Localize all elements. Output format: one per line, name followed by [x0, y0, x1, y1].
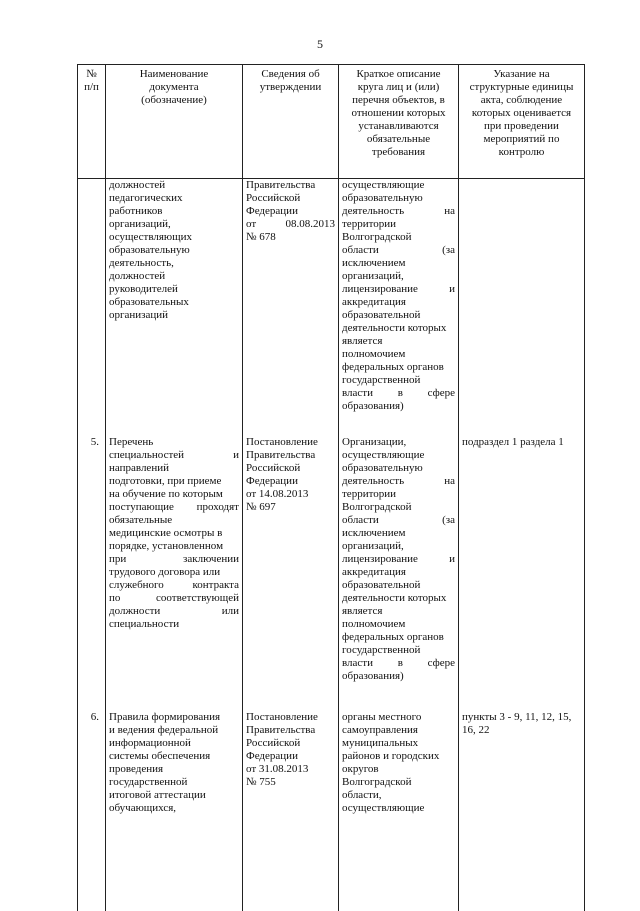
text-line: направлений: [109, 462, 169, 474]
text-line: обязательные: [366, 133, 431, 145]
text-line: осуществляющие: [342, 449, 425, 461]
row-document-name: [106, 711, 243, 911]
text-line: Российской: [246, 462, 301, 474]
text-line: системы обеспечения: [109, 750, 211, 762]
text-line: специальности: [109, 618, 180, 630]
row-scope: [339, 711, 459, 911]
text-line: № 697: [246, 501, 276, 513]
text-line: государственной: [342, 644, 421, 656]
text-line: самоуправления: [342, 724, 418, 736]
text-line: Волгоградской: [342, 231, 412, 243]
text-line: порядке, установленном: [109, 540, 224, 552]
row-approval: [243, 436, 339, 711]
text-line: территории: [342, 488, 397, 500]
text-line: Федерации: [246, 205, 298, 217]
text-line: полномочием: [342, 348, 406, 360]
text-line: области,: [342, 789, 382, 801]
text-line: округов: [342, 763, 379, 775]
page-number: 5: [317, 37, 323, 51]
text-line: образования): [342, 400, 404, 412]
table-header-row: [78, 65, 585, 179]
text-line: при заключении: [109, 553, 239, 565]
header-approval-info: [243, 65, 339, 179]
header-scope-description: [339, 65, 459, 179]
text-line: специальностей и: [109, 449, 239, 461]
text-line: Правительства: [246, 724, 316, 736]
text-line: Волгоградской: [342, 776, 412, 788]
text-line: территории: [342, 218, 397, 230]
text-line: федеральных органов: [342, 361, 444, 373]
text-line: является: [342, 605, 383, 617]
text-line: является: [342, 335, 383, 347]
text-line: Правительства: [246, 449, 316, 461]
text-line: на обучение по которым: [109, 488, 223, 500]
text-line: районов и городских: [342, 750, 440, 762]
text-line: образования): [342, 670, 404, 682]
row-number: 6.: [78, 711, 106, 911]
text-line: организаций: [109, 309, 169, 321]
text-line: Указание на: [493, 68, 550, 80]
table-row: [78, 436, 585, 711]
text-line: государственной: [342, 374, 421, 386]
text-line: контролю: [498, 146, 545, 158]
text-line: федеральных органов: [342, 631, 444, 643]
text-line: образовательную: [342, 192, 423, 204]
text-line: области (за: [342, 514, 455, 526]
text-line: муниципальных: [342, 737, 419, 749]
text-line: организаций,: [342, 540, 404, 552]
text-line: (обозначение): [141, 94, 207, 106]
text-line: информационной: [109, 737, 191, 749]
row-scope: [339, 179, 459, 437]
text-line: Правила формирования: [109, 711, 221, 723]
text-line: образовательной: [342, 309, 421, 321]
text-line: устанавливаются: [358, 120, 439, 132]
row-number: 5.: [78, 436, 106, 711]
row-scope: [339, 436, 459, 711]
text-line: педагогических: [109, 192, 183, 204]
requirements-table: [77, 64, 585, 911]
text-line: от 31.08.2013: [246, 763, 309, 775]
text-line: поступающие проходят: [109, 501, 239, 513]
text-line: образовательной: [342, 579, 421, 591]
text-line: при проведении: [484, 120, 559, 132]
text-line: обучающихся,: [109, 802, 177, 814]
text-line: отношении которых: [351, 107, 446, 119]
text-line: осуществляющих: [109, 231, 192, 243]
text-line: организаций,: [342, 270, 404, 282]
text-line: медицинские осмотры в: [109, 527, 223, 539]
text-line: и ведения федеральной: [109, 724, 219, 736]
text-line: Правительства: [246, 179, 316, 191]
header-number: [78, 65, 106, 179]
text-line: Организации,: [342, 436, 407, 448]
text-line: круга лиц и (или): [357, 81, 440, 93]
text-line: исключением: [342, 257, 406, 269]
row-units: подраздел 1 раздела 1: [459, 436, 585, 711]
text-line: мероприятий по: [483, 133, 560, 145]
row-approval: [243, 711, 339, 911]
text-line: служебного контракта: [109, 579, 239, 591]
text-line: документа: [149, 81, 199, 93]
text-line: должностей: [109, 179, 166, 191]
text-line: утверждении: [259, 81, 322, 93]
text-line: обязательные: [109, 514, 173, 526]
text-line: полномочием: [342, 618, 406, 630]
text-line: власти в сфере: [342, 657, 455, 669]
text-line: лицензирование и: [342, 553, 455, 565]
text-line: итоговой аттестации: [109, 789, 206, 801]
text-line: исключением: [342, 527, 406, 539]
text-line: осуществляющие: [342, 179, 425, 191]
row-document-name: [106, 179, 243, 437]
text-line: Российской: [246, 737, 301, 749]
text-line: Сведения об: [261, 68, 320, 80]
text-line: №: [86, 68, 97, 80]
text-line: государственной: [109, 776, 188, 788]
table-row: [78, 711, 585, 911]
text-line: трудового договора или: [109, 566, 221, 578]
text-line: деятельность на: [342, 205, 455, 217]
text-line: деятельность на: [342, 475, 455, 487]
text-line: образовательных: [109, 296, 189, 308]
row-approval: [243, 179, 339, 437]
text-line: перечня объектов, в: [352, 94, 445, 106]
text-line: Волгоградской: [342, 501, 412, 513]
text-line: работников: [109, 205, 163, 217]
row-document-name: [106, 436, 243, 711]
row-units: [459, 179, 585, 437]
text-line: деятельность,: [109, 257, 174, 269]
text-line: лицензирование и: [342, 283, 455, 295]
text-line: деятельности которых: [342, 592, 447, 604]
text-line: требования: [371, 146, 426, 158]
text-line: области (за: [342, 244, 455, 256]
text-line: должности или: [109, 605, 239, 617]
row-number: [78, 179, 106, 437]
header-structural-units: [459, 65, 585, 179]
text-line: № 678: [246, 231, 276, 243]
text-line: образовательную: [109, 244, 190, 256]
header-document-name: [106, 65, 243, 179]
text-line: от 08.08.2013: [246, 218, 335, 230]
text-line: организаций,: [109, 218, 171, 230]
text-line: Российской: [246, 192, 301, 204]
text-line: аккредитация: [342, 296, 406, 308]
text-line: Наименование: [139, 68, 209, 80]
text-line: проведения: [109, 763, 164, 775]
text-line: акта, соблюдение: [480, 94, 563, 106]
text-line: аккредитация: [342, 566, 406, 578]
text-line: деятельности которых: [342, 322, 447, 334]
text-line: структурные единицы: [469, 81, 574, 93]
text-line: Перечень: [109, 436, 154, 448]
text-line: № 755: [246, 776, 276, 788]
text-line: органы местного: [342, 711, 422, 723]
text-line: Постановление: [246, 436, 318, 448]
text-line: которых оценивается: [471, 107, 572, 119]
text-line: от 14.08.2013: [246, 488, 309, 500]
text-line: Федерации: [246, 750, 298, 762]
text-line: образовательную: [342, 462, 423, 474]
text-line: п/п: [84, 81, 99, 93]
text-line: Федерации: [246, 475, 298, 487]
text-line: руководителей: [109, 283, 178, 295]
text-line: Постановление: [246, 711, 318, 723]
text-line: должностей: [109, 270, 166, 282]
text-line: власти в сфере: [342, 387, 455, 399]
table-row: [78, 179, 585, 437]
text-line: Краткое описание: [356, 68, 441, 80]
row-units: пункты 3 - 9, 11, 12, 15, 16, 22: [459, 711, 585, 911]
text-line: подготовки, при приеме: [109, 475, 222, 487]
text-line: осуществляющие: [342, 802, 425, 814]
text-line: по соответствующей: [109, 592, 239, 604]
